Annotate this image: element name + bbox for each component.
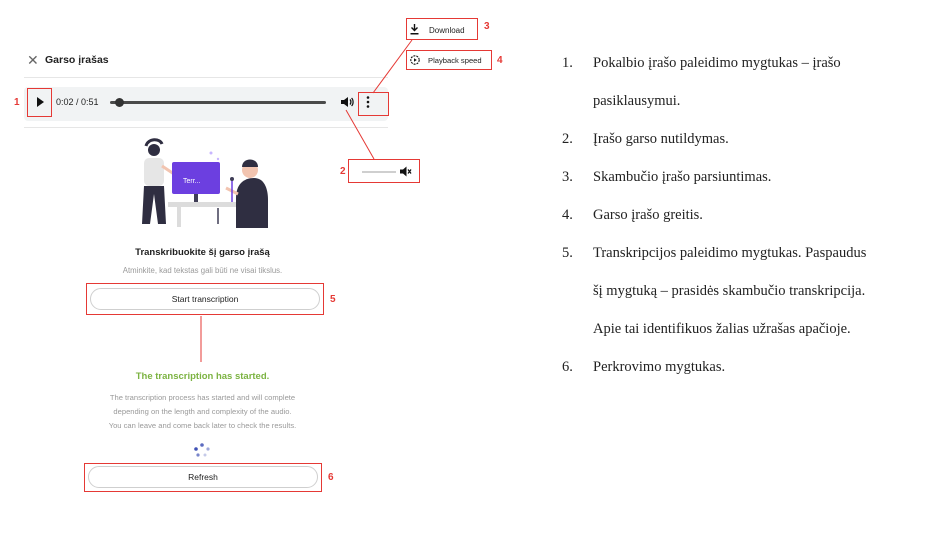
playback-speed-label: Playback speed <box>428 56 482 65</box>
status-title: The transcription has started. <box>135 371 270 382</box>
legend-text: Transkripcijos paleidimo mygtukas. Paspaudus <box>593 245 867 261</box>
legend-text: Pokalbio įrašo paleidimo mygtukas – įrašo <box>593 55 841 71</box>
callout-box-refresh <box>84 463 322 492</box>
close-icon[interactable]: ✕ <box>27 52 39 68</box>
loading-spinner-icon <box>193 442 211 458</box>
legend-number: 3. <box>562 169 573 185</box>
legend-item <box>562 196 922 234</box>
progress-track[interactable] <box>110 101 326 104</box>
volume-icon[interactable] <box>340 95 354 109</box>
legend-item <box>562 120 922 158</box>
divider <box>24 127 388 128</box>
transcription-illustration <box>132 134 277 229</box>
download-label: Download <box>429 26 465 35</box>
legend-text: Įrašo garso nutildymas. <box>593 131 729 147</box>
legend-item <box>562 44 922 120</box>
prompt-subtitle: Atminkite, kad tekstas gali būti ne visai tikslus. <box>122 266 283 275</box>
legend-item <box>562 348 922 386</box>
status-line: You can leave and come back later to check the results. <box>108 421 297 430</box>
callout-number: 5 <box>330 294 336 305</box>
progress-thumb[interactable] <box>115 98 124 107</box>
time-readout: 0:02 / 0:51 <box>56 97 99 107</box>
volume-slider[interactable] <box>362 171 396 173</box>
status-line: The transcription process has started and will complete <box>109 393 296 402</box>
legend-number: 1. <box>562 55 573 71</box>
callout-box-more <box>358 92 389 116</box>
start-transcription-button[interactable]: Start transcription <box>90 288 320 310</box>
legend-number: 6. <box>562 359 573 375</box>
callout-number: 2 <box>340 166 346 177</box>
legend-text: Perkrovimo mygtukas. <box>593 359 726 375</box>
legend-text: šį mygtuką – prasidės skambučio transkripcija. <box>593 283 866 299</box>
callout-box-play <box>27 88 52 117</box>
screen-text: Terr... <box>183 178 201 185</box>
prompt-title: Transkribuokite šį garso įrašą <box>135 247 270 258</box>
legend-list <box>562 44 922 386</box>
mute-icon[interactable] <box>399 165 412 178</box>
status-body <box>84 391 321 433</box>
legend-text: Garso įrašo greitis. <box>593 207 703 223</box>
legend-text: Apie tai identifikuos žalias užrašas apačioje. <box>593 321 851 337</box>
callout-number: 6 <box>328 472 334 483</box>
panel-title: Garso įrašas <box>45 54 109 66</box>
status-line: depending on the length and complexity of the audio. <box>113 407 292 416</box>
legend-number: 2. <box>562 131 573 147</box>
download-icon <box>410 24 419 35</box>
legend-text: pasiklausymui. <box>593 93 681 109</box>
callout-number: 3 <box>484 21 490 32</box>
legend-number: 5. <box>562 245 573 261</box>
legend-number: 4. <box>562 207 573 223</box>
callout-number: 4 <box>497 55 503 66</box>
legend-item <box>562 234 922 348</box>
legend-item <box>562 158 922 196</box>
callout-box-start <box>86 283 324 315</box>
legend-text: Skambučio įrašo parsiuntimas. <box>593 169 772 185</box>
playback-speed-icon <box>410 55 420 65</box>
refresh-button[interactable]: Refresh <box>88 466 318 488</box>
divider <box>24 77 388 78</box>
callout-number: 1 <box>14 97 20 108</box>
